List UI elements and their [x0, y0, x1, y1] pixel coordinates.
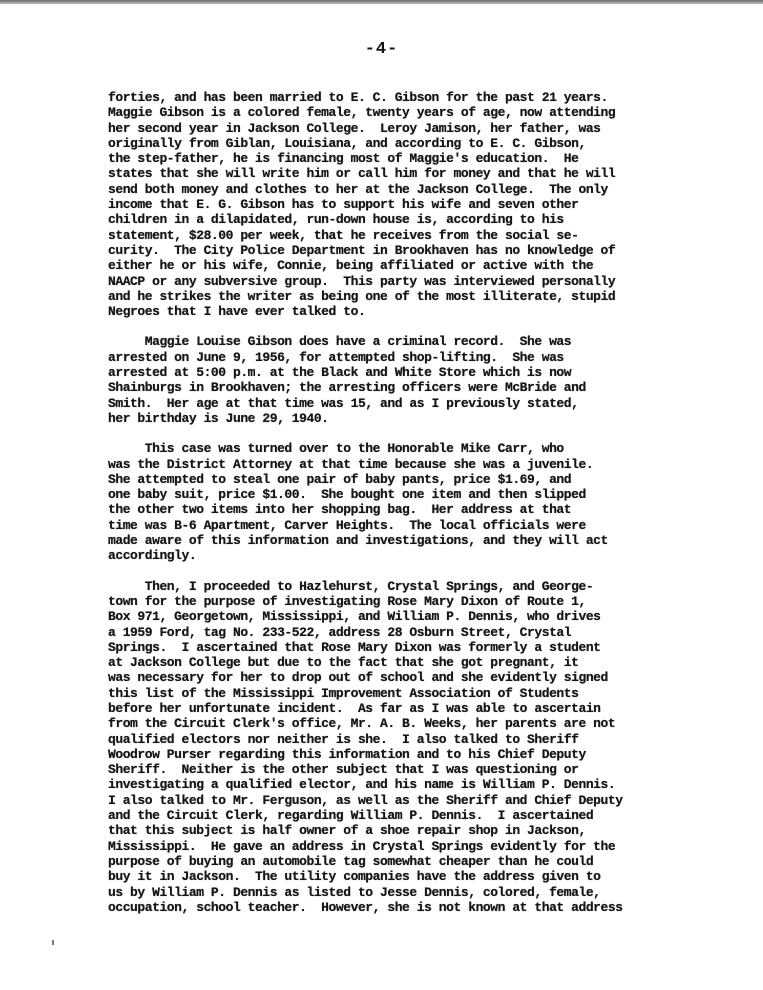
text-line: income that E. G. Gibson has to support his wife and seven other [108, 197, 579, 213]
text-line: occupation, school teacher. However, she is not known at that address [108, 899, 623, 915]
text-line: originally from Giblan, Louisiana, and according to E. C. Gibson, [108, 135, 586, 151]
paragraph-criminal-record [108, 334, 758, 426]
text-line: Maggie Gibson is a colored female, twenty years of age, now attending [108, 105, 616, 121]
text-line: and the Circuit Clerk, regarding William P. Dennis. I ascertained [108, 808, 594, 824]
top-edge-rule [0, 0, 763, 4]
text-line: the step-father, he is financing most of Maggie's education. He [108, 151, 579, 167]
text-line: accordingly. [108, 548, 197, 564]
text-line: at Jackson College but due to the fact that she got pregnant, it [108, 655, 579, 671]
scan-speck [52, 940, 54, 945]
text-line: Smith. Her age at that time was 15, and as I previously stated, [108, 395, 579, 411]
text-line: made aware of this information and investigations, and they will act [108, 533, 608, 549]
text-line: curity. The City Police Department in Brookhaven has no knowledge of [108, 242, 616, 258]
text-line: Box 971, Georgetown, Mississippi, and William P. Dennis, who drives [108, 609, 601, 625]
text-line: town for the purpose of investigating Rose Mary Dixon of Route 1, [108, 593, 586, 609]
paragraph-district-attorney [108, 441, 758, 563]
text-line: before her unfortunate incident. As far as I was able to ascertain [108, 700, 601, 716]
text-line: children in a dilapidated, run-down house is, according to his [108, 212, 564, 228]
text-line: her second year in Jackson College. Leroy Jamison, her father, was [108, 120, 601, 136]
text-line: Negroes that I have ever talked to. [108, 304, 366, 320]
text-line: Woodrow Purser regarding this information and to his Chief Deputy [108, 746, 586, 762]
text-line: states that she will write him or call him for money and that he will [108, 166, 616, 182]
text-line: the other two items into her shopping bag. Her address at that [108, 502, 572, 518]
text-line: I also talked to Mr. Ferguson, as well as the Sheriff and Chief Deputy [108, 792, 623, 808]
text-line: Shainburgs in Brookhaven; the arresting officers were McBride and [108, 380, 586, 396]
text-line: that this subject is half owner of a shoe repair shop in Jackson, [108, 823, 586, 839]
text-line: and he strikes the writer as being one of the most illiterate, stupid [108, 288, 616, 304]
text-line: send both money and clothes to her at the Jackson College. The only [108, 181, 608, 197]
paragraph-hazlehurst-investigation [108, 579, 758, 916]
text-line: Springs. I ascertained that Rose Mary Dixon was formerly a student [108, 639, 601, 655]
text-line: This case was turned over to the Honorable Mike Carr, who [108, 441, 564, 457]
text-line: Then, I proceeded to Hazlehurst, Crystal Springs, and George- [108, 578, 594, 594]
text-line: arrested on June 9, 1956, for attempted shop-lifting. She was [108, 349, 564, 365]
text-line: either he or his wife, Connie, being affiliated or active with the [108, 258, 594, 274]
text-line: Sheriff. Neither is the other subject that I was questioning or [108, 762, 579, 778]
paragraph-gibson-family [108, 90, 758, 319]
text-line: buy it in Jackson. The utility companies have the address given to [108, 869, 601, 885]
text-line: time was B-6 Apartment, Carver Heights. The local officials were [108, 517, 586, 533]
text-line: from the Circuit Clerk's office, Mr. A. B. Weeks, her parents are not [108, 716, 616, 732]
page-number: -4- [364, 40, 399, 59]
text-line: statement, $28.00 per week, that he receives from the social se- [108, 227, 579, 243]
text-line: this list of the Mississippi Improvement Association of Students [108, 685, 579, 701]
text-line: She attempted to steal one pair of baby pants, price $1.69, and [108, 471, 572, 487]
text-line: qualified electors nor neither is she. I also talked to Sheriff [108, 731, 579, 747]
text-line: was the District Attorney at that time because she was a juvenile. [108, 456, 594, 472]
text-line: purpose of buying an automobile tag somewhat cheaper than he could [108, 853, 594, 869]
text-line: one baby suit, price $1.00. She bought one item and then slipped [108, 487, 586, 503]
text-line: her birthday is June 29, 1940. [108, 410, 329, 426]
text-line: arrested at 5:00 p.m. at the Black and White Store which is now [108, 365, 572, 381]
text-line: Mississippi. He gave an address in Crystal Springs evidently for the [108, 838, 616, 854]
text-line: us by William P. Dennis as listed to Jesse Dennis, colored, female, [108, 884, 601, 900]
text-line: Maggie Louise Gibson does have a criminal record. She was [108, 334, 572, 350]
text-line: forties, and has been married to E. C. Gibson for the past 21 years. [108, 90, 608, 105]
text-line: a 1959 Ford, tag No. 233-522, address 28 Osburn Street, Crystal [108, 624, 572, 640]
document-body [108, 90, 758, 915]
text-line: NAACP or any subversive group. This party was interviewed personally [108, 273, 616, 289]
text-line: was necessary for her to drop out of school and she evidently signed [108, 670, 608, 686]
text-line: investigating a qualified elector, and his name is William P. Dennis. [108, 777, 616, 793]
